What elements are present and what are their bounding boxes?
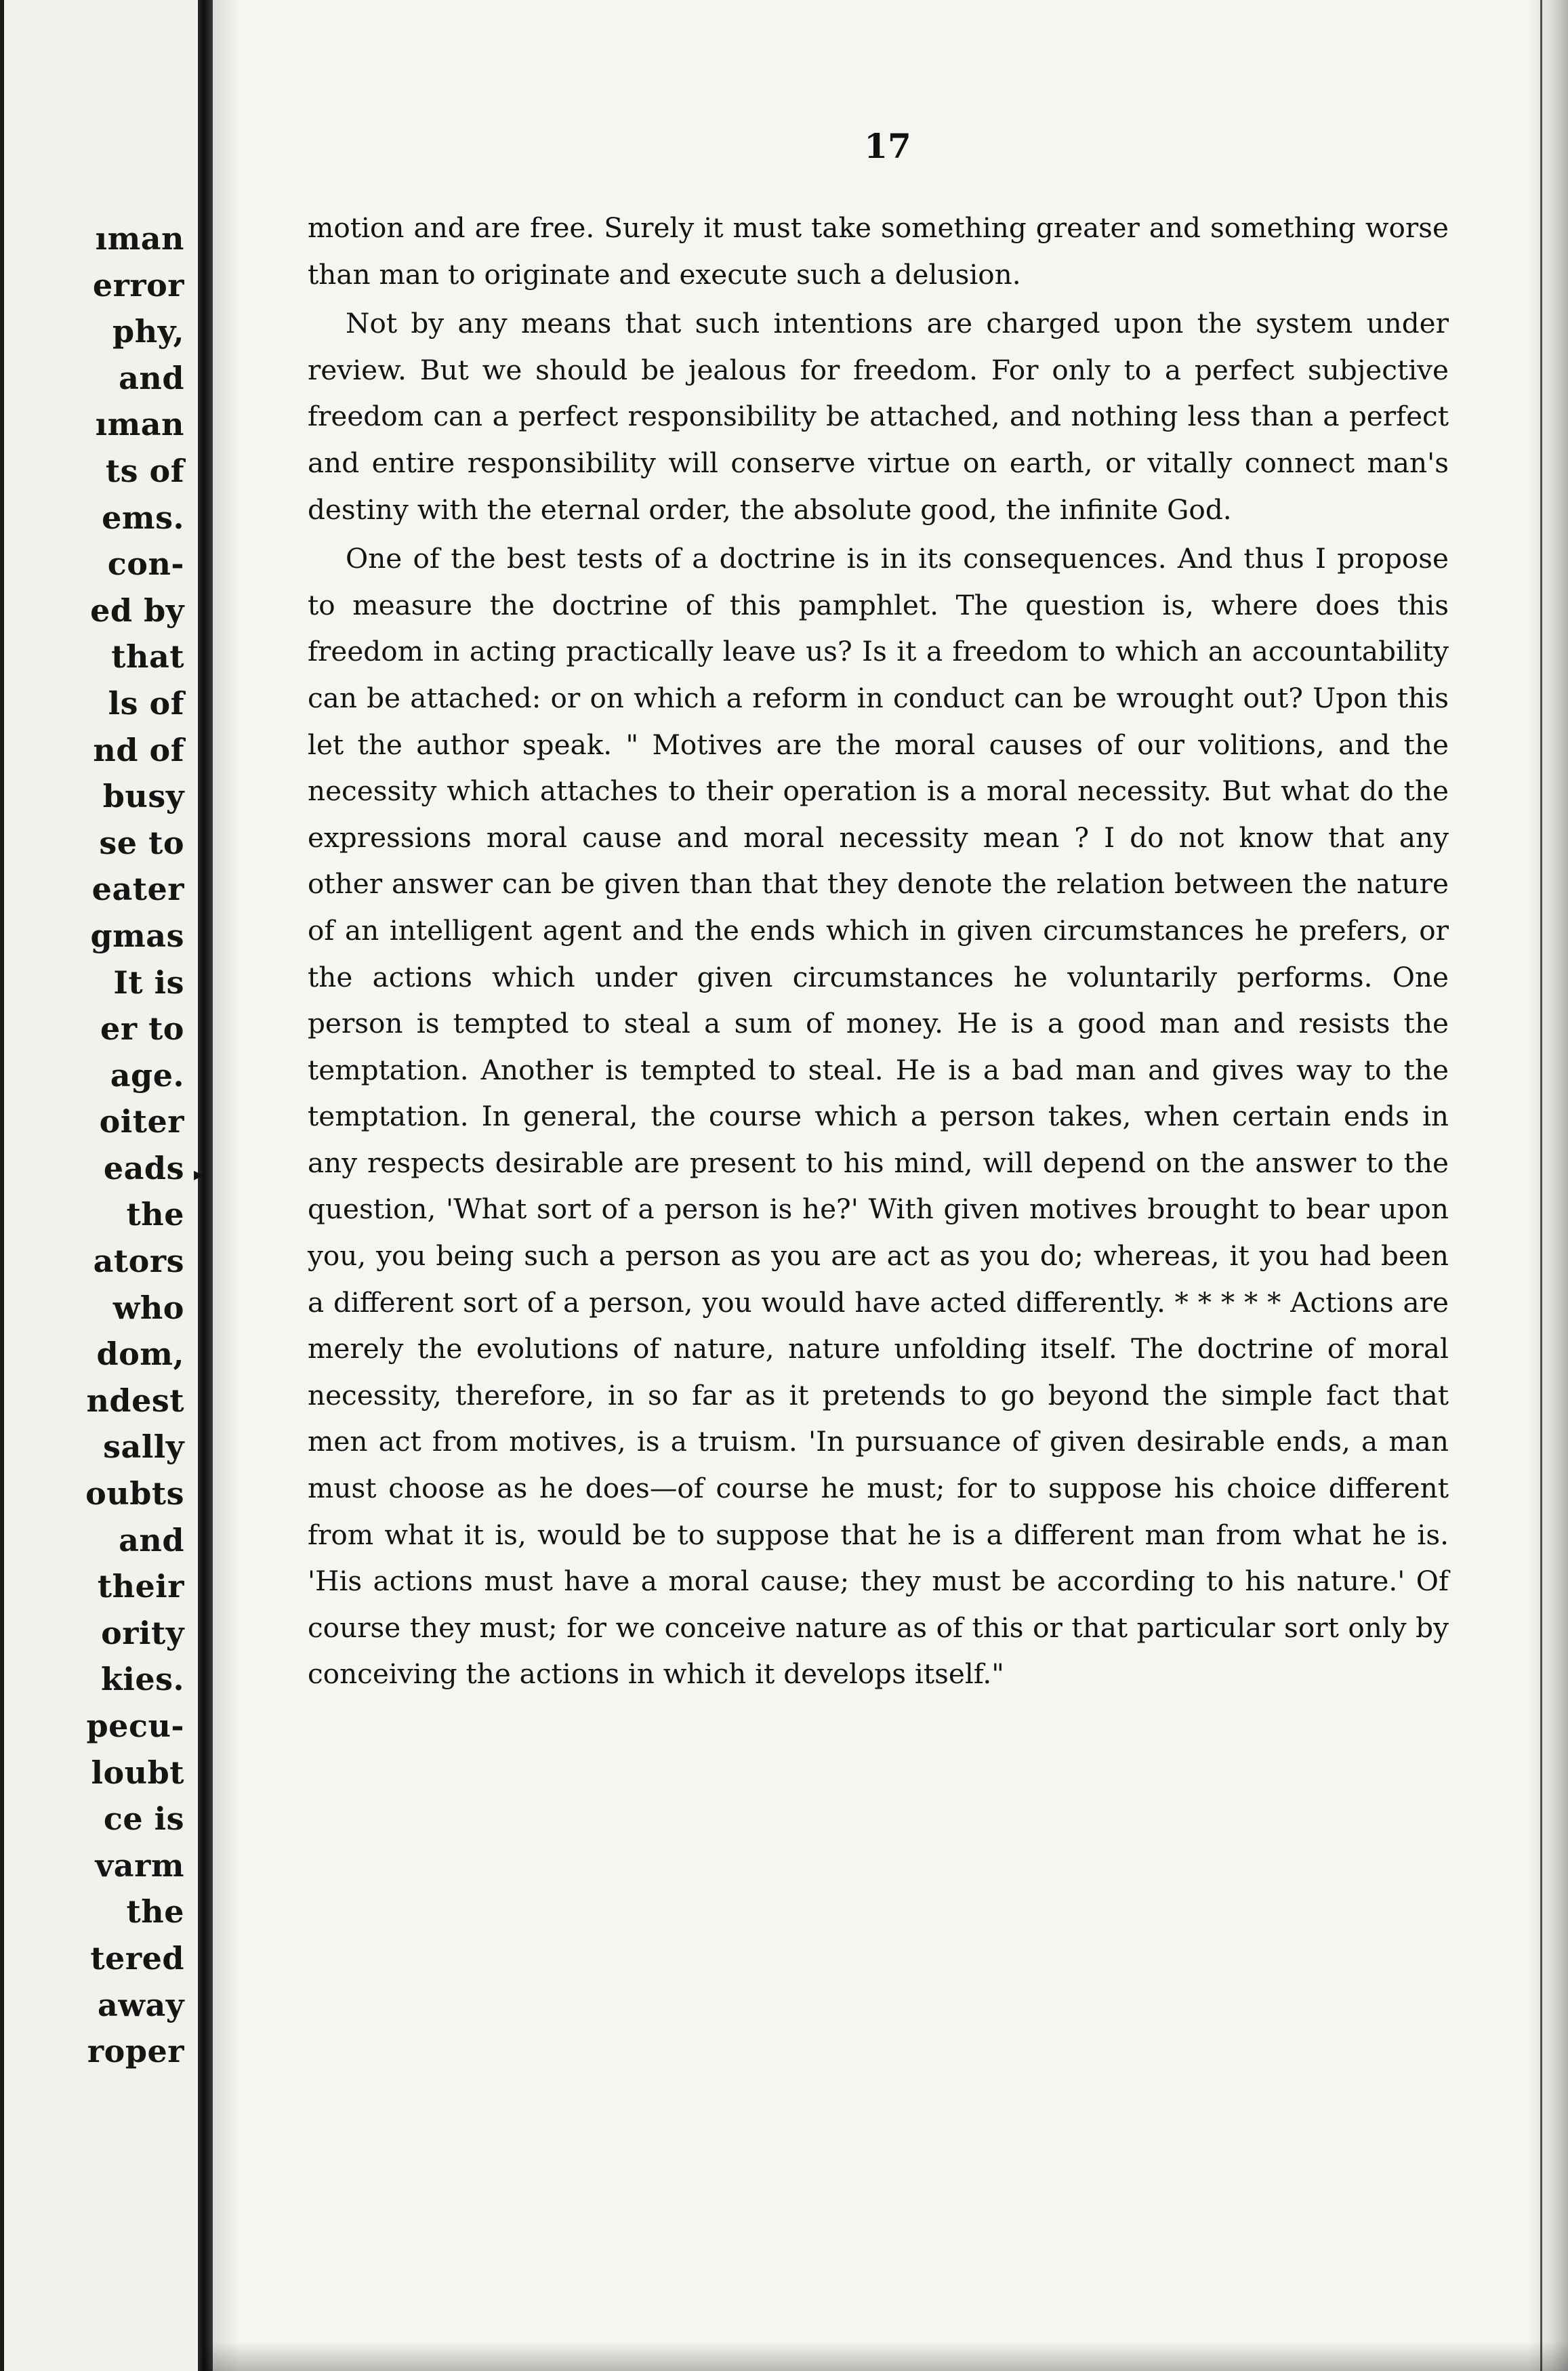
facing-page-fragment: ems. bbox=[102, 499, 184, 536]
paragraph-continuation: motion and are free. Surely it must take something greater and something worse than man to originate and execute such a delusion. bbox=[308, 211, 1449, 291]
page-edge-shadow bbox=[1527, 0, 1568, 2371]
facing-page-fragment: error bbox=[92, 266, 184, 304]
facing-page-fragment: eads bbox=[103, 1149, 184, 1187]
ink-mark: ▸ bbox=[194, 1163, 204, 1185]
facing-page-fragment: It is bbox=[113, 964, 184, 1001]
facing-page-fragment: oiter bbox=[99, 1103, 184, 1140]
facing-page-fragment: er to bbox=[100, 1010, 184, 1048]
facing-page-fragment: roper bbox=[87, 2033, 184, 2070]
facing-page-fragment: pecu- bbox=[86, 1708, 184, 1744]
facing-page-fragment: the bbox=[126, 1196, 184, 1233]
facing-page-fragment: ed by bbox=[90, 592, 184, 629]
facing-page-fragment: gmas bbox=[90, 917, 184, 954]
facing-page-fragment: and bbox=[119, 1521, 184, 1559]
facing-page-fragment: kies. bbox=[100, 1661, 184, 1698]
facing-page-fragment: ority bbox=[101, 1614, 184, 1651]
facing-page-strip bbox=[0, 0, 197, 2371]
gutter-shadow bbox=[213, 0, 240, 2371]
facing-page-fragment: se to bbox=[99, 824, 184, 861]
bottom-edge-shadow bbox=[203, 2341, 1568, 2371]
facing-page-fragment: their bbox=[97, 1568, 184, 1605]
facing-page-fragment: dom, bbox=[96, 1336, 184, 1373]
facing-page-fragment: varm bbox=[95, 1847, 184, 1884]
page-body bbox=[308, 205, 1449, 1697]
facing-page-fragment: ts of bbox=[105, 452, 184, 489]
facing-page-fragment: ndest bbox=[86, 1382, 184, 1419]
facing-page-fragment: ıman bbox=[95, 406, 184, 443]
facing-page-fragment: loubt bbox=[91, 1754, 184, 1791]
facing-page-fragment: oubts bbox=[85, 1475, 184, 1512]
facing-page-fragment: age. bbox=[110, 1056, 184, 1094]
paragraph: Not by any means that such intentions are charged upon the system under review. But we should be jealous for freedom. For only to a perfect subjective freedom can a perfect responsibility be attached, and nothing less than a perfect and entire responsibility will conserve virtue on earth, or vitally connect man's destiny with the eternal order, the absolute good, the infinite God. bbox=[308, 307, 1449, 526]
facing-page-fragment: busy bbox=[102, 778, 184, 815]
page-edge bbox=[0, 0, 4, 2371]
facing-page-fragment: sally bbox=[103, 1428, 184, 1466]
facing-page-fragment: ls of bbox=[108, 684, 184, 722]
facing-page-fragment: away bbox=[98, 1986, 184, 2023]
facing-page-fragment: who bbox=[112, 1289, 184, 1326]
book-gutter bbox=[198, 0, 213, 2371]
facing-page-text-fragments bbox=[85, 215, 184, 2075]
paragraph: One of the best tests of a doctrine is in its consequences. And thus I propose to measure the doctrine of this pamphlet. The question is, where does this freedom in acting practically leave us? Is it a freedom to which an accountability can be attached: or on which a reform in conduct can be wrought out? Upon this let the author speak. " Motives are the moral causes of our volitions, and the necessity which attaches to their operation is a moral necessity. But what do the expressions moral cause and moral necessity mean ? I do not know that any other answer can be given than that they denote the relation between the nature of an intelligent agent and the ends which in given circumstances he prefers, or the actions which under given circumstances he voluntarily performs. One person is tempted to steal a sum of money. He is a good man and resists the temptation. Another is tempted to steal. He is a bad man and gives way to the temptation. In general, the course which a person takes, when certain ends in any respects desirable are present to his mind, will depend on the answer to the question, 'What sort of a person is he?' With given motives brought to bear upon you, you being such a person as you are act as you do; whereas, it you had been a different sort of a person, you would have acted differently. * * * * * Actions are merely the evolutions of nature, nature unfolding itself. The doctrine of moral necessity, therefore, in so far as it pretends to go beyond the simple fact that men act from motives, is a truism. 'In pursuance of given desirable ends, a man must choose as he does—of course he must; for to suppose his choice different from what it is, would be to suppose that he is a different man from what he is. 'His actions must have a moral cause; they must be according to his nature.' Of course they must; for we conceive nature as of this or that particular sort only by conceiving the actions in which it develops itself." bbox=[308, 542, 1449, 1691]
facing-page-fragment: ce is bbox=[103, 1800, 184, 1838]
facing-page-fragment: that bbox=[111, 638, 184, 676]
facing-page-fragment: nd of bbox=[93, 731, 184, 768]
facing-page-fragment: ators bbox=[93, 1243, 184, 1280]
facing-page-fragment: con- bbox=[107, 545, 184, 583]
facing-page-fragment: tered bbox=[90, 1939, 184, 1977]
facing-page-fragment: ıman bbox=[95, 220, 184, 257]
facing-page-fragment: and bbox=[119, 359, 184, 396]
facing-page-fragment: the bbox=[126, 1893, 184, 1931]
facing-page-fragment: phy, bbox=[112, 313, 184, 350]
facing-page-fragment: eater bbox=[91, 871, 184, 908]
page-number: 17 bbox=[864, 126, 911, 166]
